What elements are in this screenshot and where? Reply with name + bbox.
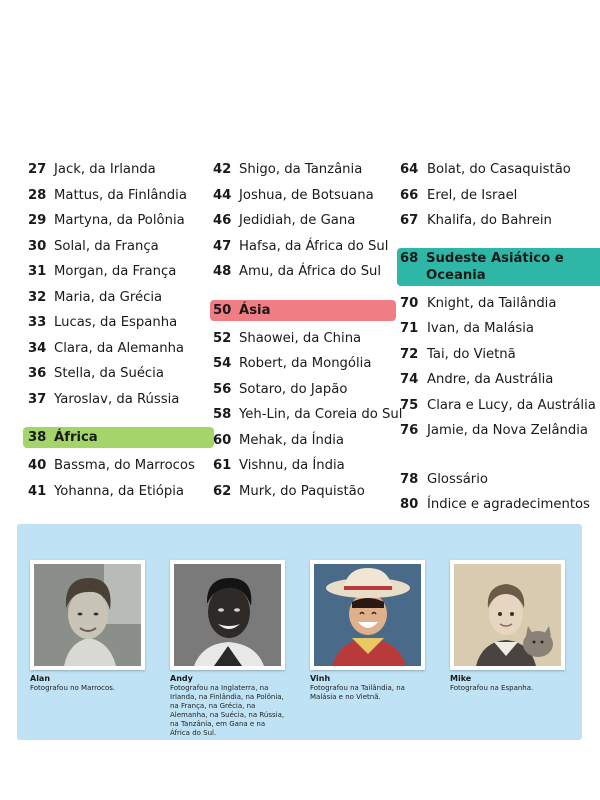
toc-entry[interactable]: 47 Hafsa, da África do Sul [213,238,389,254]
photographer-card-alan [30,560,145,693]
photographer-name: Mike [450,674,472,683]
toc-entry[interactable]: 66 Erel, de Israel [400,187,518,203]
toc-entry[interactable]: 32 Maria, da Grécia [28,289,163,305]
photographers-panel [17,524,582,740]
toc-entry[interactable]: 62 Murk, do Paquistão [213,483,365,499]
toc-entry[interactable]: 36 Stella, da Suécia [28,366,164,381]
toc-entry[interactable]: 71 Ivan, da Malásia [400,321,534,336]
toc-entry[interactable]: 52 Shaowei, da China [213,330,362,346]
toc-entry[interactable]: 33 Lucas, da Espanha [28,315,178,330]
toc-entry[interactable]: 37 Yaroslav, da Rússia [28,391,180,407]
toc-column-2 [213,160,403,507]
toc-entry[interactable]: 72 Tai, do Vietnã [400,346,516,362]
toc-entry[interactable]: 70 Knight, da Tailândia [400,295,557,311]
photographer-description: Fotografou no Marrocos. [30,684,116,692]
toc-entry[interactable]: 61 Vishnu, da Índia [213,458,345,473]
photo-vinh [314,564,421,666]
toc-entry[interactable]: 29 Martyna, da Polônia [28,213,185,228]
toc-entry[interactable]: 46 Jedidiah, de Gana [213,213,356,228]
toc-entry[interactable]: 42 Shigo, da Tanzânia [213,162,363,177]
toc-entry-index[interactable]: 80 Índice e agradecimentos [400,497,590,512]
toc-entry[interactable]: 74 Andre, da Austrália [400,372,554,387]
photographer-name: Alan [30,674,51,683]
section-header-africa[interactable]: 38 África [23,427,214,448]
toc-entry[interactable]: 60 Mehak, da Índia [213,432,344,448]
toc-column-1 [28,160,208,507]
photographer-card-mike [450,560,565,693]
photographer-name: Vinh [310,674,331,683]
photo-alan [34,564,141,666]
toc-entry[interactable]: 30 Solal, da França [28,238,159,254]
toc-entry[interactable]: 67 Khalifa, do Bahrein [400,213,552,228]
toc-entry[interactable]: 41 Yohanna, da Etiópia [28,483,184,499]
toc-entry[interactable]: 44 Joshua, de Botsuana [213,187,374,203]
toc-entry[interactable]: 64 Bolat, do Casaquistão [400,162,571,177]
photographer-card-vinh [310,560,425,702]
toc-entry[interactable]: 28 Mattus, da Finlândia [28,187,187,203]
photo-frame [30,560,145,670]
toc-entry[interactable]: 48 Amu, da África do Sul [213,264,382,279]
toc-entry[interactable]: 76 Jamie, da Nova Zelândia [400,423,588,438]
photographer-description: Fotografou na Tailândia, na Malásia e no Vietnã. [310,684,405,701]
photo-frame [450,560,565,670]
photo-frame [170,560,285,670]
toc-entry[interactable]: 54 Robert, da Mongólia [213,356,372,371]
toc-entry[interactable]: 75 Clara e Lucy, da Austrália [400,397,596,413]
toc-entry[interactable]: 56 Sotaro, do Japão [213,381,348,397]
section-header-asia[interactable]: 50 Ásia [210,300,396,321]
photo-andy [174,564,281,666]
toc-entry[interactable]: 40 Bassma, do Marrocos [28,458,195,473]
photographer-description: Fotografou na Inglaterra, na Irlanda, na Finlândia, na Polônia, na França, na Grécia, na Alemanha, na Suécia, na Rússia, na Tanzânia, em Gana e na África do Sul. [170,684,285,737]
toc-column-3 [400,160,596,521]
toc-entry[interactable]: 58 Yeh-Lin, da Coreia do Sul [213,407,403,422]
toc-entry-glossary[interactable]: 78 Glossário [400,471,488,487]
toc-entry[interactable]: 34 Clara, da Alemanha [28,340,185,356]
spacer [400,447,590,470]
photographer-description: Fotografou na Espanha. [450,684,534,692]
toc-entry[interactable]: 31 Morgan, da França [28,264,177,279]
photo-frame [310,560,425,670]
toc-entry[interactable]: 27 Jack, da Irlanda [28,162,156,177]
section-header-southeast-asia-oceania[interactable]: 68 Sudeste Asiático e Oceania [397,248,600,286]
photographer-card-andy [170,560,285,738]
photographer-name: Andy [170,674,193,683]
photo-mike [454,564,561,666]
